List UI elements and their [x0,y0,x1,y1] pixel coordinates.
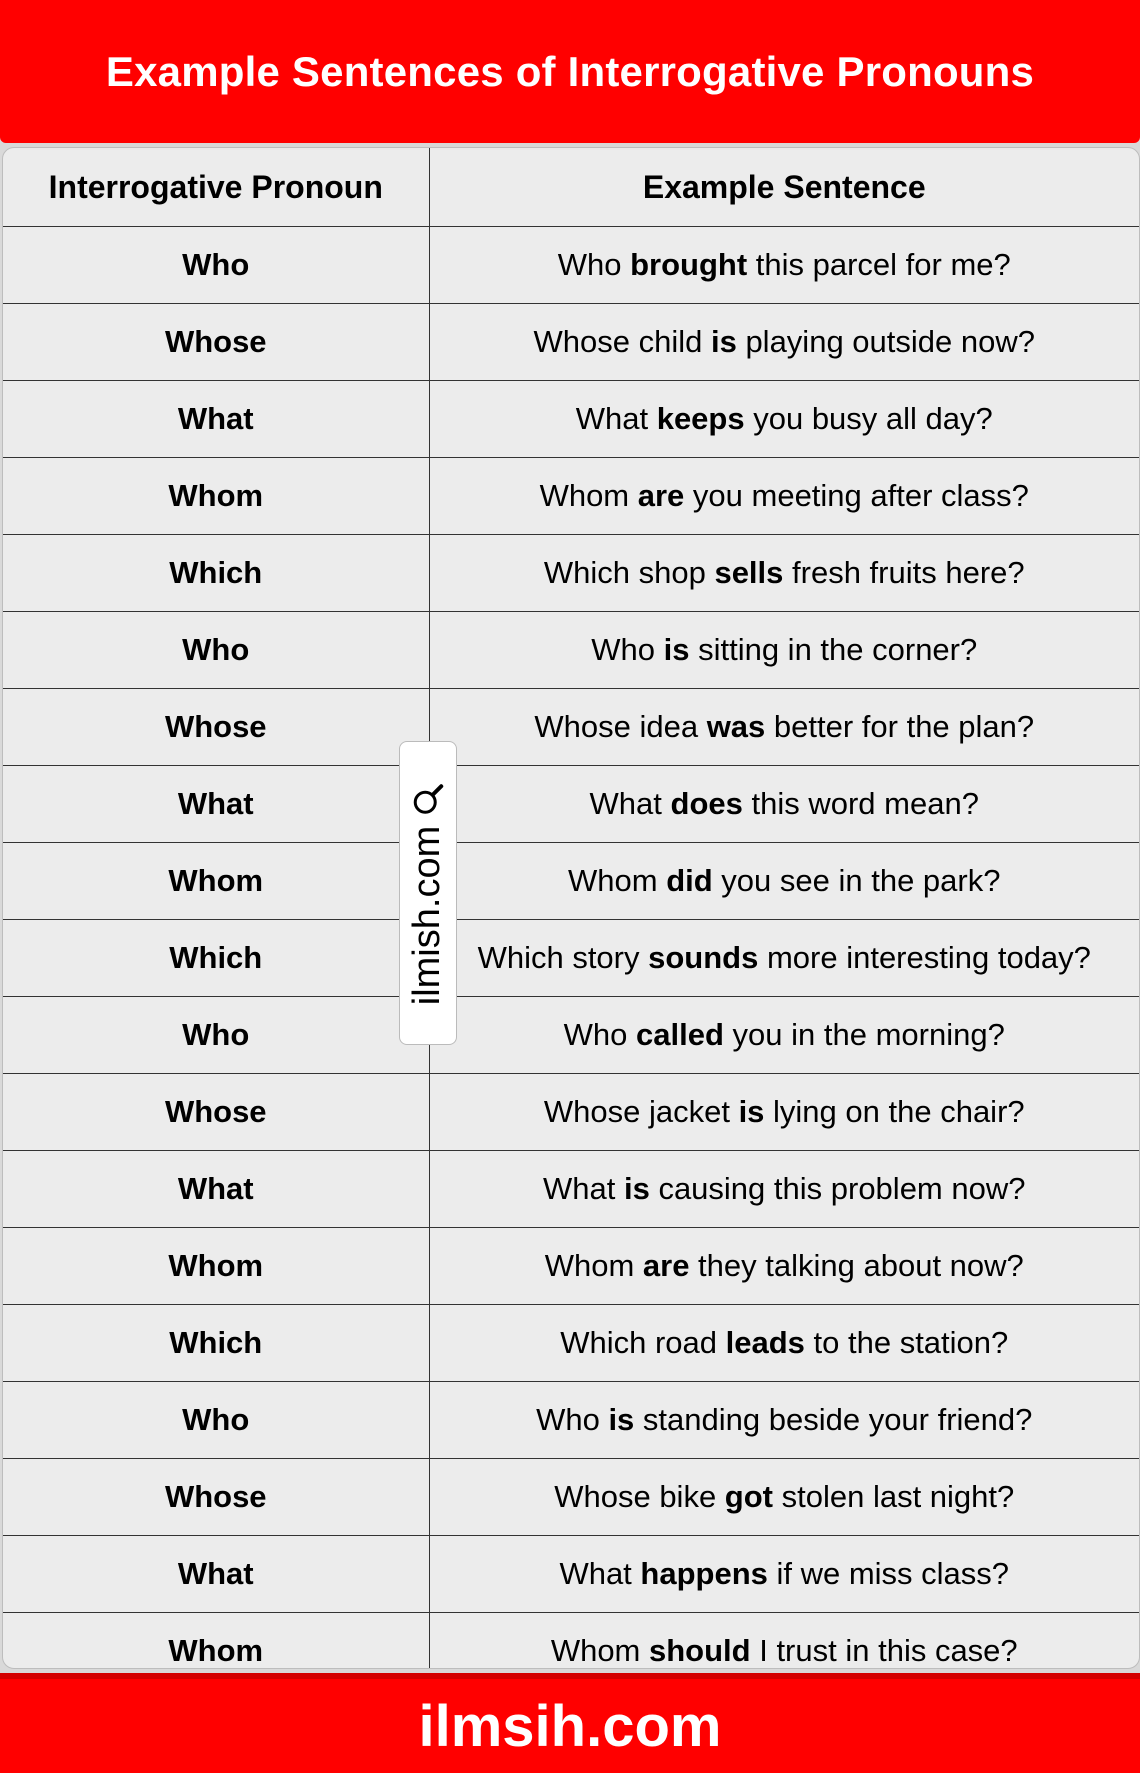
sentence-pre: What [589,786,671,821]
sentence-pre: Which shop [543,555,715,590]
sentence-cell [429,1459,1139,1536]
sentence-pre: Whom [544,1248,643,1283]
column-header-sentence: Example Sentence [642,168,926,205]
table-header-row [3,148,1139,227]
table-row [3,997,1139,1074]
sentence-pre: Whose idea [534,709,707,744]
sentence-cell [429,1151,1139,1228]
sentence-post: I trust in this case? [750,1633,1018,1668]
sentence-verb: was [706,709,766,744]
sentence-post: standing beside your friend? [634,1402,1033,1437]
sentence-pre: What [575,401,657,436]
sentence-verb: brought [630,247,748,282]
sentence-cell [429,227,1139,304]
search-icon [411,781,445,815]
sentence-pre: Whom [568,863,667,898]
table-row [3,1536,1139,1613]
pronoun-cell: What [3,381,429,458]
table-row [3,766,1139,843]
sentence-post: if we miss class? [767,1556,1010,1591]
pronoun-cell: Whose [3,689,429,766]
sentence-post: more interesting today? [758,940,1091,975]
sentence-pre: Which road [560,1325,726,1360]
sentence-pre: What [543,1171,624,1206]
sentence-verb: should [649,1633,751,1668]
sentence-pre: Whose jacket [543,1094,739,1129]
pronoun-cell: Which [3,1305,429,1382]
sentence-verb: leads [725,1325,805,1360]
table-row [3,1613,1139,1670]
pronoun-cell: Whom [3,1613,429,1670]
pronoun-cell: Whose [3,304,429,381]
table-row [3,1305,1139,1382]
column-header-pronoun: Interrogative Pronoun [3,148,429,227]
pronoun-cell: Who [3,997,429,1074]
sentence-pre: What [559,1556,641,1591]
table-row [3,1151,1139,1228]
sentence-pre: Whose child [533,324,711,359]
sentence-pre: Who [557,247,631,282]
sentence-cell [429,1074,1139,1151]
title-banner [0,0,1140,143]
table-row [3,1459,1139,1536]
footer-site-name: ilmsih.com [418,1693,722,1759]
sentence-verb: is [710,324,737,359]
pronoun-cell: Who [3,227,429,304]
table-row [3,535,1139,612]
sentence-pre: Who [536,1402,609,1437]
sentence-verb: keeps [656,401,745,436]
table-row [3,1382,1139,1459]
table-row [3,227,1139,304]
table-row [3,381,1139,458]
sentence-verb: does [670,786,743,821]
sentence-cell [429,535,1139,612]
sentence-verb: are [637,478,685,513]
sentence-post: lying on the chair? [764,1094,1025,1129]
sentence-verb: did [666,863,713,898]
sentence-pre: Who [563,1017,637,1052]
sentence-pre: Whose bike [554,1479,725,1514]
pronoun-cell: Which [3,920,429,997]
sentence-post: to the station? [804,1325,1009,1360]
sentence-post: this word mean? [742,786,979,821]
sentence-verb: sells [714,555,784,590]
page-title: Example Sentences of Interrogative Pronouns [105,47,1035,95]
sentence-post: causing this problem now? [649,1171,1026,1206]
sentence-post: fresh fruits here? [783,555,1025,590]
sentence-cell [429,458,1139,535]
sentence-cell [429,689,1139,766]
pronoun-cell: Whose [3,1074,429,1151]
sentence-verb: sounds [648,940,759,975]
pronoun-cell: Whom [3,1228,429,1305]
table-row [3,1074,1139,1151]
table-row [3,612,1139,689]
table-row [3,1228,1139,1305]
pronoun-cell: Who [3,1382,429,1459]
sentence-verb: are [642,1248,690,1283]
pronoun-cell: What [3,1151,429,1228]
sentence-pre: Whom [539,478,638,513]
sentence-cell [429,304,1139,381]
watermark-badge [399,741,457,1045]
sentence-pre: Which story [477,940,649,975]
sentence-post: stolen last night? [773,1479,1015,1514]
table-row [3,920,1139,997]
sentence-verb: is [608,1402,635,1437]
sentence-post: this parcel for me? [747,247,1011,282]
sentence-post: you busy all day? [744,401,993,436]
sentence-cell [429,381,1139,458]
table-row [3,843,1139,920]
table-row [3,689,1139,766]
sentence-verb: is [738,1094,765,1129]
sentence-cell [429,766,1139,843]
pronoun-cell: Whom [3,458,429,535]
sentence-cell [429,997,1139,1074]
pronoun-cell: Who [3,612,429,689]
sentence-post: you in the morning? [723,1017,1005,1052]
sentence-post: better for the plan? [765,709,1035,744]
sentence-post: sitting in the corner? [689,632,978,667]
sentence-verb: happens [640,1556,768,1591]
sentence-post: they talking about now? [689,1248,1024,1283]
pronoun-cell: Whose [3,1459,429,1536]
table-row [3,304,1139,381]
sentence-pre: Who [591,632,664,667]
sentence-cell [429,1536,1139,1613]
pronoun-cell: Which [3,535,429,612]
sentence-verb: called [636,1017,724,1052]
watermark-text: ilmish.com [406,825,449,1005]
pronoun-cell: What [3,1536,429,1613]
sentence-cell [429,1382,1139,1459]
sentence-post: playing outside now? [736,324,1035,359]
sentence-cell [429,1613,1139,1670]
pronoun-cell: What [3,766,429,843]
sentence-verb: got [724,1479,773,1514]
pronoun-cell: Whom [3,843,429,920]
table-row [3,458,1139,535]
pronoun-table [2,147,1140,1669]
sentence-post: you see in the park? [712,863,1001,898]
sentence-cell [429,920,1139,997]
sentence-verb: is [623,1171,650,1206]
sentence-pre: Whom [550,1633,649,1668]
sentence-cell [429,1305,1139,1382]
sentence-cell [429,843,1139,920]
sentence-cell [429,612,1139,689]
sentence-cell [429,1228,1139,1305]
sentence-post: you meeting after class? [684,478,1029,513]
footer-banner [0,1673,1140,1773]
sentence-verb: is [663,632,690,667]
